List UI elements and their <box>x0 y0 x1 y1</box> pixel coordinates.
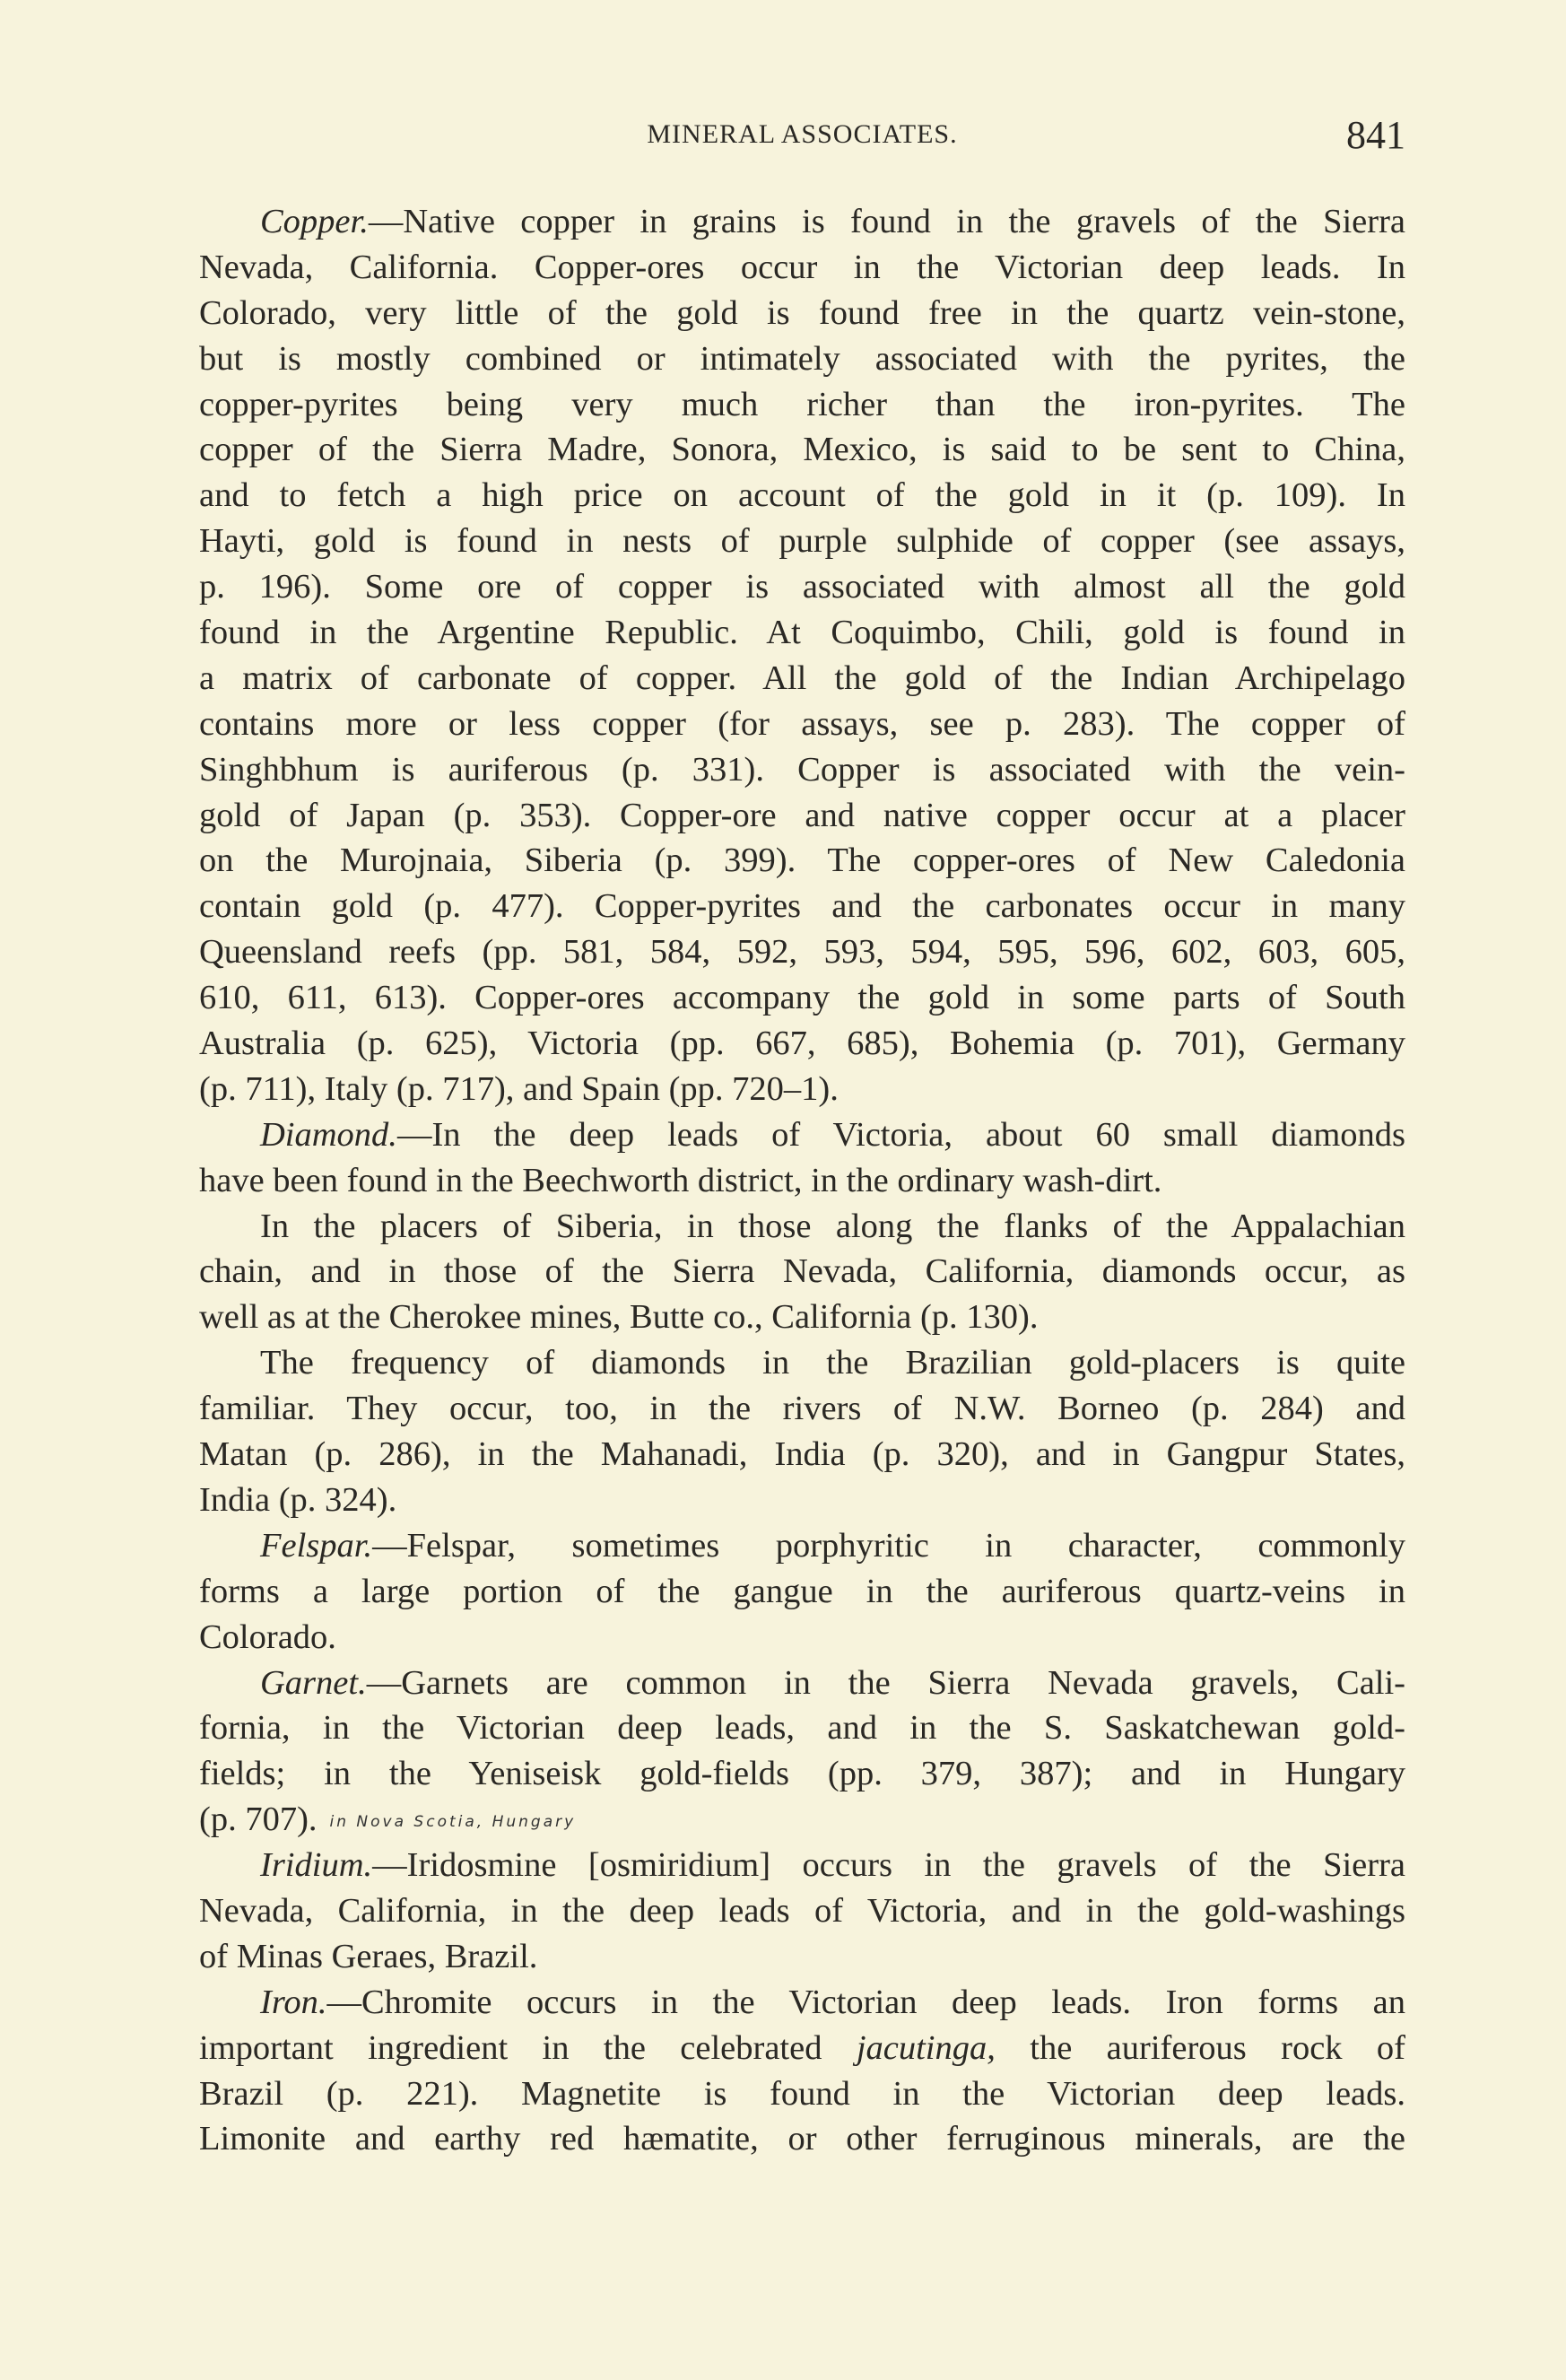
line-text: the auriferous rock of <box>995 2028 1405 2067</box>
line-text: found in the Argentine Republic. At Coquimbo, Chili, gold is found in <box>199 614 1405 652</box>
text-line <box>199 291 1405 336</box>
line-text: Limonite and earthy red hæmatite, or other ferruginous minerals, are the <box>199 2120 1405 2158</box>
line-text: on the Murojnaia, Siberia (p. 399). The copper-ores of New Caledonia <box>199 841 1405 880</box>
line-text: The frequency of diamonds in the Brazilian gold-placers is quite <box>260 1344 1405 1382</box>
italic-term: Iridium. <box>260 1846 373 1885</box>
text-line <box>199 884 1405 929</box>
text-line <box>199 1249 1405 1295</box>
text-line <box>199 199 1405 245</box>
line-text: Australia (p. 625), Victoria (pp. 667, 685), Bohemia (p. 701), Germany <box>199 1024 1405 1063</box>
text-line <box>199 473 1405 519</box>
text-line <box>199 1797 1405 1843</box>
text-line <box>199 1751 1405 1797</box>
page-body <box>199 199 1405 2162</box>
text-line <box>199 1705 1405 1751</box>
text-line <box>199 1569 1405 1615</box>
text-line <box>199 1158 1405 1204</box>
italic-term: Copper. <box>260 203 369 240</box>
text-line <box>199 702 1405 747</box>
line-text: Matan (p. 286), in the Mahanadi, India (p. 320), and in Gangpur States, <box>199 1435 1405 1474</box>
line-text: copper-pyrites being very much richer than the iron-pyrites. The <box>199 385 1405 423</box>
line-text: —Chromite occurs in the Victorian deep leads. Iron forms an <box>326 1983 1405 2021</box>
line-text: (p. 711), Italy (p. 717), and Spain (pp. 720–1). <box>199 1069 839 1108</box>
line-text: Hayti, gold is found in nests of purple sulphide of copper (see assays, <box>199 522 1405 561</box>
line-text: Nevada, California, in the deep leads of Victoria, and in the gold-washings <box>199 1891 1405 1930</box>
line-text: Singhbhum is auriferous (p. 331). Copper is associated with the vein- <box>199 750 1405 789</box>
line-text: Brazil (p. 221). Magnetite is found in the Victorian deep leads. <box>199 2074 1405 2113</box>
text-line <box>199 1204 1405 1250</box>
text-line <box>199 336 1405 382</box>
italic-term: Garnet. <box>260 1663 367 1702</box>
text-line <box>199 1340 1405 1386</box>
line-text: of Minas Geraes, Brazil. <box>199 1937 538 1975</box>
line-text: Colorado, very little of the gold is found free in the quartz vein-stone, <box>199 293 1405 332</box>
line-text: have been found in the Beechworth district, in the ordinary wash-dirt. <box>199 1161 1162 1199</box>
text-line <box>199 519 1405 564</box>
text-line <box>199 1478 1405 1523</box>
text-line <box>199 1112 1405 1158</box>
italic-term: Diamond. <box>260 1115 397 1154</box>
text-line <box>199 1615 1405 1661</box>
text-line <box>199 564 1405 610</box>
text-line <box>199 1386 1405 1432</box>
page-number: 841 <box>1346 113 1405 157</box>
line-text: —Garnets are common in the Sierra Nevada gravels, Cali- <box>366 1663 1405 1702</box>
running-title: MINERAL ASSOCIATES. <box>647 119 958 149</box>
line-text: (p. 707). <box>199 1800 318 1839</box>
text-line <box>199 427 1405 473</box>
italic-term: jacutinga, <box>856 2028 996 2067</box>
text-line <box>199 610 1405 656</box>
line-text: copper of the Sierra Madre, Sonora, Mexico, is said to be sent to China, <box>199 431 1405 469</box>
line-text: —In the deep leads of Victoria, about 60 small diamonds <box>396 1115 1405 1154</box>
text-line <box>199 2071 1405 2117</box>
line-text: fields; in the Yeniseisk gold-fields (pp. 379, 387); and in Hungary <box>199 1755 1405 1793</box>
text-line <box>199 747 1405 793</box>
line-text: important ingredient in the celebrated <box>199 2028 857 2067</box>
text-line <box>199 1980 1405 2026</box>
text-line <box>199 1661 1405 1706</box>
line-text: contains more or less copper (for assays, see p. 283). The copper of <box>199 704 1405 743</box>
italic-term: Felspar. <box>260 1526 373 1565</box>
text-line <box>199 382 1405 428</box>
line-text: p. 196). Some ore of copper is associated with almost all the gold <box>199 568 1405 606</box>
line-text: and to fetch a high price on account of the gold in it (p. 109). In <box>199 476 1405 515</box>
line-text: Queensland reefs (pp. 581, 584, 592, 593, 594, 595, 596, 602, 603, 605, <box>199 933 1405 972</box>
line-text: familiar. They occur, too, in the rivers of N.W. Borneo (p. 284) and <box>199 1390 1405 1428</box>
text-line <box>199 1843 1405 1888</box>
line-text: —Native copper in grains is found in the gravels of the Sierra <box>368 203 1405 240</box>
line-text: Colorado. <box>199 1617 336 1656</box>
line-text: a matrix of carbonate of copper. All the gold of the Indian Archipelago <box>199 658 1405 697</box>
text-line <box>199 1432 1405 1478</box>
text-line <box>199 1021 1405 1067</box>
text-line <box>199 929 1405 975</box>
text-line <box>199 2026 1405 2071</box>
text-line <box>199 245 1405 291</box>
text-line <box>199 1295 1405 1340</box>
line-text: chain, and in those of the Sierra Nevada, California, diamonds occur, as <box>199 1252 1405 1291</box>
text-line <box>199 1067 1405 1112</box>
text-line <box>199 656 1405 702</box>
text-line <box>199 793 1405 839</box>
text-line <box>199 2116 1405 2162</box>
text-line <box>199 1888 1405 1934</box>
text-line <box>199 838 1405 884</box>
line-text: contain gold (p. 477). Copper-pyrites and the carbonates occur in many <box>199 887 1405 926</box>
handwritten-annotation: in Nova Scotia, Hungary <box>329 1813 577 1832</box>
line-text: —Iridosmine [osmiridium] occurs in the gravels of the Sierra <box>372 1846 1405 1885</box>
line-text: —Felspar, sometimes porphyritic in character, commonly <box>372 1526 1405 1565</box>
line-text: well as at the Cherokee mines, Butte co., California (p. 130). <box>199 1298 1039 1337</box>
line-text: forms a large portion of the gangue in the auriferous quartz-veins in <box>199 1572 1405 1610</box>
line-text: Nevada, California. Copper-ores occur in the Victorian deep leads. In <box>199 248 1405 286</box>
page-header <box>199 112 1405 157</box>
text-line <box>199 1934 1405 1980</box>
italic-term: Iron. <box>260 1983 327 2021</box>
line-text: 610, 611, 613). Copper-ores accompany the gold in some parts of South <box>199 979 1405 1017</box>
line-text: India (p. 324). <box>199 1480 397 1519</box>
line-text: but is mostly combined or intimately associated with the pyrites, the <box>199 339 1405 378</box>
line-text: In the placers of Siberia, in those along the flanks of the Appalachian <box>260 1207 1405 1245</box>
text-line <box>199 975 1405 1021</box>
line-text: gold of Japan (p. 353). Copper-ore and native copper occur at a placer <box>199 796 1405 834</box>
line-text: fornia, in the Victorian deep leads, and in the S. Saskatchewan gold- <box>199 1709 1405 1748</box>
text-line <box>199 1523 1405 1569</box>
